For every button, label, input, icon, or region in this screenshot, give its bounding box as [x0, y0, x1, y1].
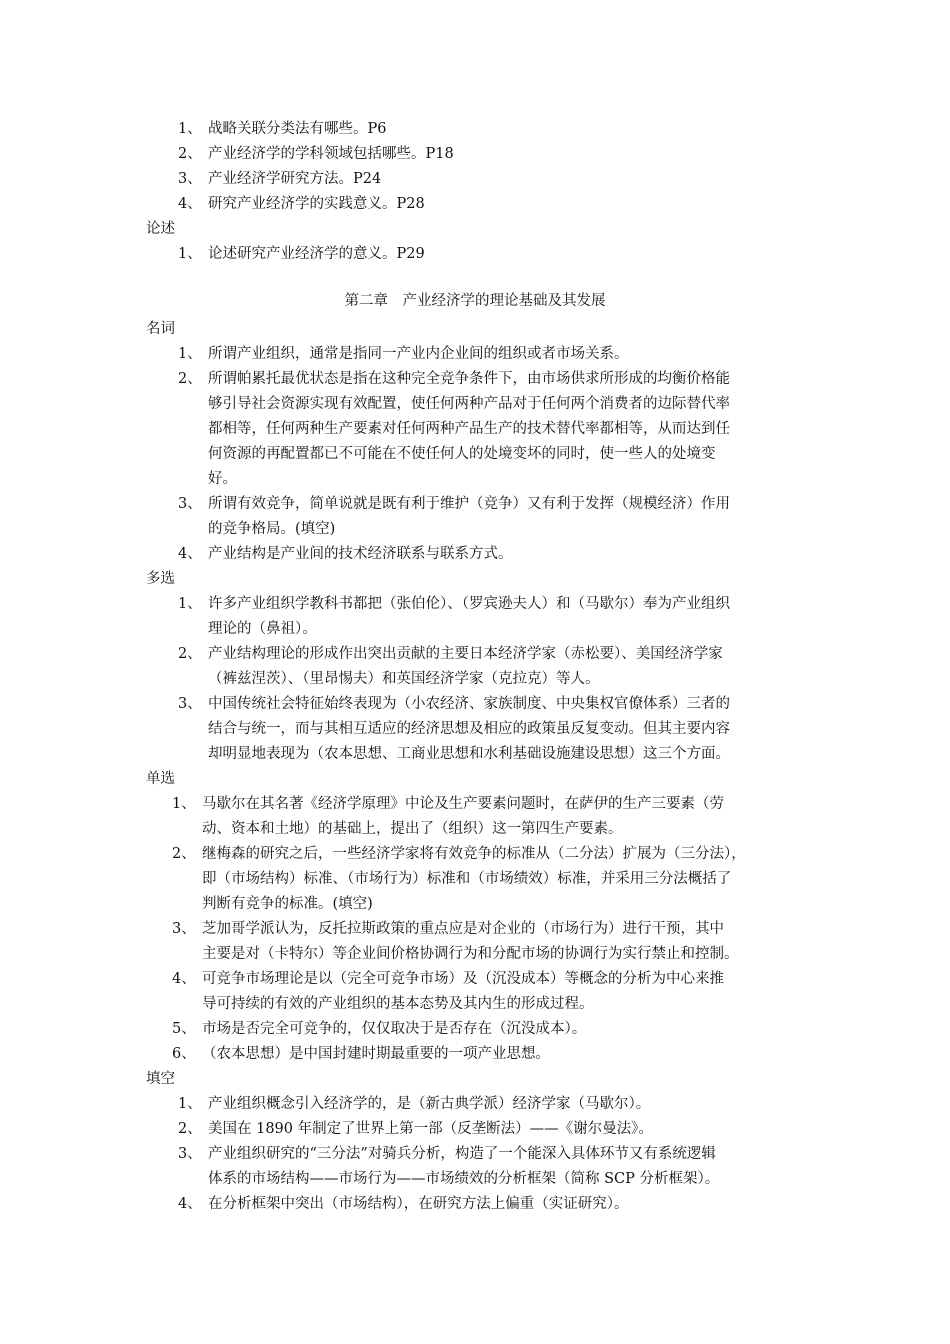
chapter-title: 第二章 产业经济学的理论基础及其发展 [344, 293, 606, 309]
section-heading-lunshu: 论述 [146, 221, 175, 237]
section-heading-duoxuan: 多选 [146, 571, 175, 587]
document-page: 1、 战略关联分类法有哪些。P6 2、 产业经济学的学科领域包括哪些。P18 3、 产业经济学研究方法。P24 4、 研究产业经济学的实践意义。P28 论述 1、 论述研究产业经济学的意义。P29 第二章 产业经济学的理论基础及其发展 名词 1、 所谓产业组织，通常是指同一产业内企业间的组织或者市场关系。 2、 所谓帕累托最优状态是指在这种完全竞争条件下，由市场供求所形成的均衡价格能 够引导社会资源实现有效配置，使任何两种产品对于任何两个消费者的边际替代率 都相等，任何两种生产要素对任何两种产品生产的技术替代率都相等，从而达到任 何资源的再配置都已不可能在不使任何人的处境变坏的同时，使一些人的处境变 好。 3、 所谓有效竞争，简单说就是既有利于维护（竞争）又有利于发挥（规模经济）作用 的竞争格局。(填空) 4、 产业结构是产业间的技术经济联系与联系方式。 多选 1、 许多产业组织学教科书都把（张伯伦）、（罗宾逊夫人）和（马歇尔）奉为产业组织 理论的（鼻祖）。 2、 产业结构理论的形成作出突出贡献的主要日本经济学家（赤松要）、美国经济学家 （裤兹涅茨）、（里昂惕夫）和英国经济学家（克拉克）等人。 3、 中国传统社会特征始终表现为（小农经济、家族制度、中央集权官僚体系）三者的 结合与统一，而与其相互适应的经济思想及相应的政策虽反复变动。但其主要内容 却明显地表现为（农本思想、工商业思想和水利基础设施建设思想）这三个方面。 单选 1、 马歇尔在其名著《经济学原理》中论及生产要素问题时，在萨伊的生产三要素（劳 动、资本和土地）的基础上，提出了（组织）这一第四生产要素。 2、 继梅森的研究之后，一些经济学家将有效竞争的标准从（二分法）扩展为（三分法）， 即（市场结构）标准、（市场行为）标准和（市场绩效）标准，并采用三分法概括了 判断有竞争的标准。(填空) 3、 芝加哥学派认为，反托拉斯政策的重点应是对企业的（市场行为）进行干预，其中 主要是对（卡特尔）等企业间价格协调行为和分配市场的协调行为实行禁止和控制。 4、 可竞争市场理论是以（完全可竞争市场）及（沉没成本）等概念的分析为中心来推 导可持续的有效的产业组织的基本态势及其内生的形成过程。 5、 市场是否完全可竞争的，仅仅取决于是否存在（沉没成本）。 6、 （农本思想）是中国封建时期最重要的一项产业思想。 填空 1、 产业组织概念引入经济学的，是（新古典学派）经济学家（马歇尔）。 2、 美国在 1890 年制定了世界上第一部（反垄断法）——《谢尔曼法》。 3、 产业组织研究的“三分法”对骑兵分析，构造了一个能深入具体环节又有系统逻辑 体系的市场结构——市场行为——市场绩效的分析框架（简称 SCP 分析框架）。 4、 在分析框架中突出（市场结构），在研究方法上偏重（实证研究）。 [0, 0, 950, 1344]
section-heading-mingci: 名词 [146, 321, 175, 337]
section-heading-tiankong: 填空 [146, 1071, 175, 1087]
section-heading-danxuan: 单选 [146, 771, 175, 787]
